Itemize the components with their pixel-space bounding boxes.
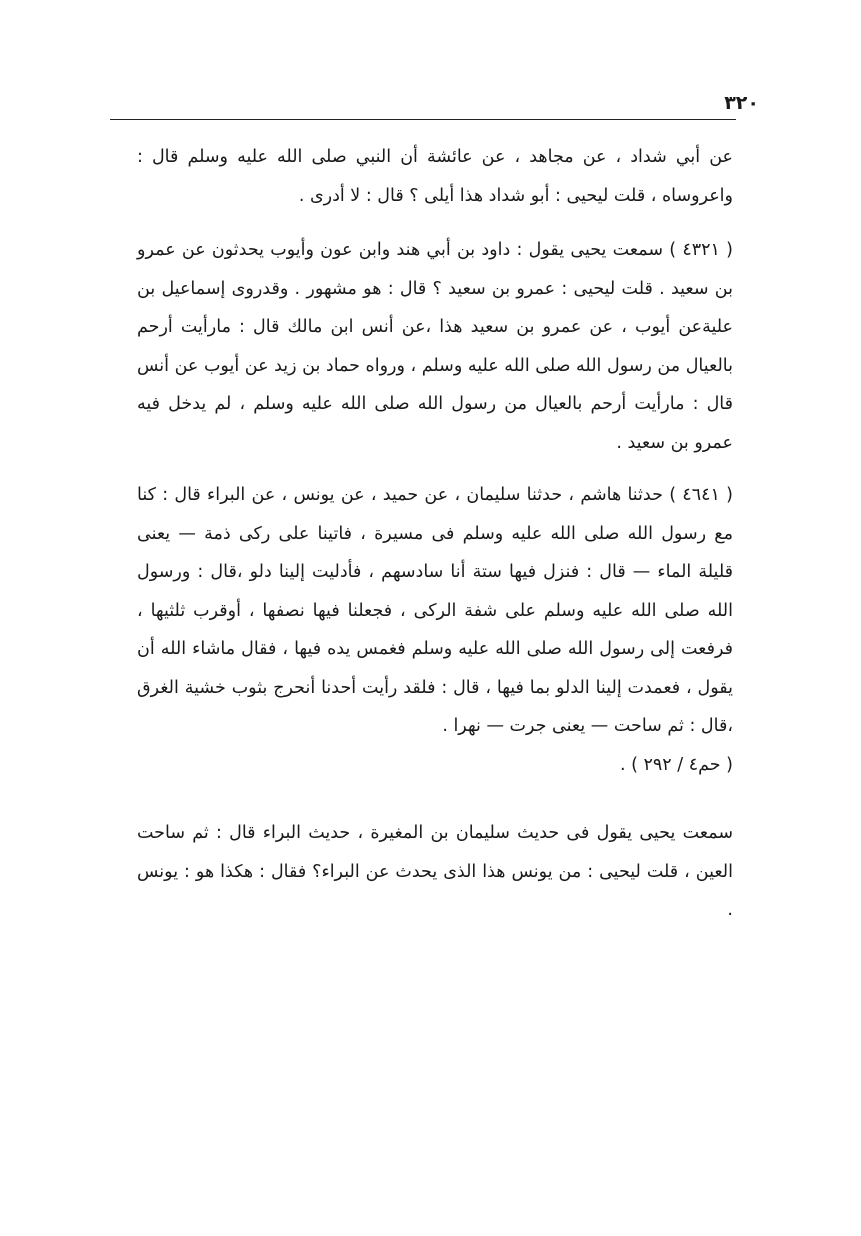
paragraph-3-text: ( ٤٦٤١ ) حدثنا هاشم ، حدثنا سليمان ، عن حميد ، عن يونس ، عن البراء قال : كنا مع رسول الله صلى الله عليه وسلم فى مسيرة ، فاتينا على ركى ذمة — يعنى قليلة الماء — قال : فنزل فيها ستة أنا سادسهم ، فأدليت إلينا دلو ،قال : ورسول الله صلى الله عليه وسلم على شفة الركى ، فجعلنا فيها نصفها ، أوقرب ثلثيها ، فرفعت إلى رسول الله صلى الله عليه وسلم فغمس يده فيها ، فقال ماشاء الله أن يقول ، فعمدت إلينا الدلو بما فيها ، قال : فلقد رأيت أحدنا أنحرج بثوب خشية الغرق ،قال : ثم ساحت — يعنى جرت — نهرا . (137, 485, 733, 736)
paragraph-4: سمعت يحيى يقول فى حديث سليمان بن المغيرة ، حديث البراء قال : ثم ساحت العين ، قلت ليحيى : من يونس هذا الذى يحدث عن البراء؟ فقال : هكذا هو : يونس . (137, 823, 733, 920)
page-body (137, 138, 733, 930)
paragraph-3 (137, 476, 733, 784)
page-number: ٣٢٠ (724, 92, 759, 114)
header-rule (110, 119, 736, 120)
paragraph-3-reference: ( حم٤ / ٢٩٢ ) . (619, 754, 733, 775)
paragraph-1: عن أبي شداد ، عن مجاهد ، عن عائشة أن النبي صلى الله عليه وسلم قال : واعروساه ، قلت ليحيى : أبو شداد هذا أيلى ؟ قال : لا أدرى . (137, 147, 733, 206)
paragraph-2: ( ٤٣٢١ ) سمعت يحيى يقول : داود بن أبي هند وابن عون وأيوب يحدثون عن عمرو بن سعيد . قلت ليحيى : عمرو بن سعيد ؟ قال : هو مشهور . وقدروى إسماعيل بن عليةعن أيوب ، عن عمرو بن سعيد هذا ،عن أنس ابن مالك قال : مارأيت أرحم بالعيال من رسول الله صلى الله عليه وسلم ، ورواه حماد بن زيد عن أيوب عن أنس قال : مارأيت أرحم بالعيال من رسول الله صلى الله عليه وسلم ، لم يدخل فيه عمرو بن سعيد . (137, 240, 733, 453)
